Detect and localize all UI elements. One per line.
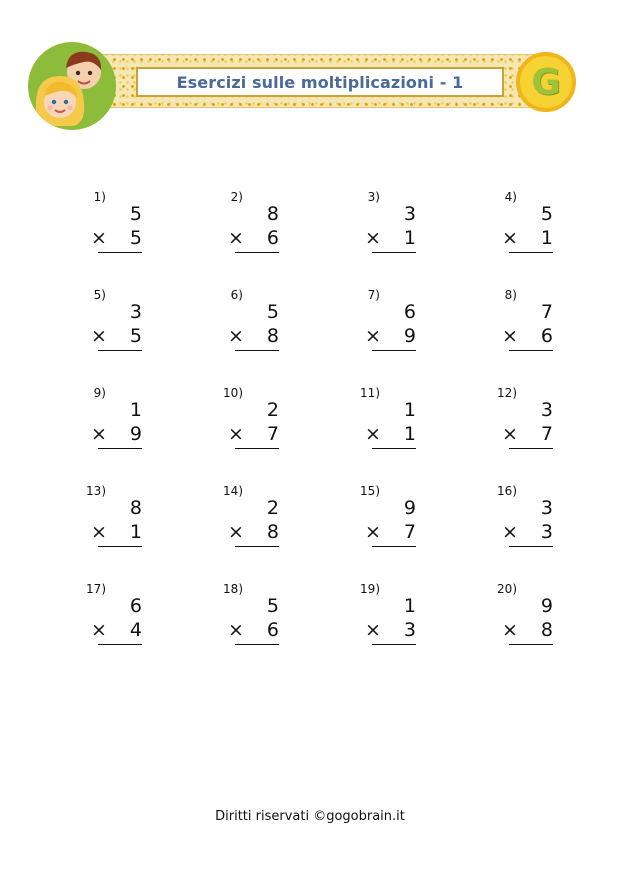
answer-line [372,644,416,645]
exercise-item [487,288,587,368]
answer-line [98,350,142,351]
exercise-item [213,582,313,662]
answer-line [509,546,553,547]
answer-line [509,644,553,645]
times-sign: × [502,423,518,445]
times-sign: × [365,423,381,445]
times-sign: × [91,619,107,641]
exercise-number: 20) [497,582,517,596]
multiplicand: 9 [540,595,553,617]
multiplicand: 9 [403,497,416,519]
exercise-item [487,386,587,466]
multiplier: 3 [403,619,416,641]
exercise-number: 19) [360,582,380,596]
multiplier: 9 [129,423,142,445]
exercise-item [487,190,587,270]
multiplicand: 7 [540,301,553,323]
multiplicand: 1 [403,595,416,617]
exercise-number: 6) [230,288,243,302]
times-sign: × [365,619,381,641]
multiplicand: 3 [403,203,416,225]
exercise-item [350,484,450,564]
exercise-number: 2) [230,190,243,204]
times-sign: × [228,423,244,445]
exercise-number: 11) [360,386,380,400]
multiplier: 5 [129,227,142,249]
multiplier: 1 [403,227,416,249]
multiplicand: 5 [266,301,279,323]
answer-line [235,252,279,253]
exercise-number: 13) [86,484,106,498]
multiplicand: 1 [403,399,416,421]
times-sign: × [91,227,107,249]
times-sign: × [365,521,381,543]
exercise-item [487,484,587,564]
multiplier: 7 [266,423,279,445]
exercise-item [350,582,450,662]
multiplicand: 5 [129,203,142,225]
answer-line [98,644,142,645]
times-sign: × [365,227,381,249]
multiplier: 3 [540,521,553,543]
multiplier: 7 [403,521,416,543]
multiplicand: 8 [129,497,142,519]
multiplier: 1 [403,423,416,445]
exercise-item [76,582,176,662]
answer-line [235,546,279,547]
exercise-item [76,190,176,270]
times-sign: × [91,521,107,543]
exercise-item [350,386,450,466]
exercise-number: 14) [223,484,243,498]
times-sign: × [502,325,518,347]
times-sign: × [228,325,244,347]
times-sign: × [91,325,107,347]
footer-copyright: Diritti riservati ©gogobrain.it [215,809,405,824]
exercise-number: 3) [367,190,380,204]
multiplier: 8 [540,619,553,641]
exercise-item [213,190,313,270]
exercise-item [350,288,450,368]
answer-line [235,644,279,645]
answer-line [509,448,553,449]
exercise-number: 12) [497,386,517,400]
multiplicand: 3 [540,399,553,421]
multiplicand: 6 [403,301,416,323]
answer-line [372,448,416,449]
multiplicand: 5 [266,595,279,617]
multiplicand: 2 [266,399,279,421]
answer-line [372,252,416,253]
exercise-number: 4) [504,190,517,204]
multiplicand: 2 [266,497,279,519]
exercise-item [487,582,587,662]
multiplier: 6 [540,325,553,347]
logo-letter: G [531,61,561,103]
exercise-number: 16) [497,484,517,498]
multiplicand: 8 [266,203,279,225]
multiplier: 7 [540,423,553,445]
answer-line [235,350,279,351]
answer-line [372,546,416,547]
times-sign: × [228,619,244,641]
answer-line [235,448,279,449]
exercise-number: 10) [223,386,243,400]
answer-line [98,252,142,253]
answer-line [509,252,553,253]
page-title: Esercizi sulle moltiplicazioni - 1 [176,72,464,92]
exercise-number: 1) [93,190,106,204]
times-sign: × [502,521,518,543]
answer-line [98,546,142,547]
answer-line [372,350,416,351]
times-sign: × [502,227,518,249]
multiplier: 9 [403,325,416,347]
exercise-number: 17) [86,582,106,596]
multiplicand: 3 [540,497,553,519]
multiplicand: 3 [129,301,142,323]
multiplicand: 6 [129,595,142,617]
exercise-number: 8) [504,288,517,302]
multiplier: 4 [129,619,142,641]
exercise-item [76,386,176,466]
answer-line [98,448,142,449]
multiplier: 6 [266,619,279,641]
multiplier: 8 [266,325,279,347]
exercise-item [76,484,176,564]
times-sign: × [91,423,107,445]
exercise-item [213,484,313,564]
exercise-number: 5) [93,288,106,302]
times-sign: × [365,325,381,347]
exercise-item [213,386,313,466]
multiplicand: 5 [540,203,553,225]
multiplier: 8 [266,521,279,543]
times-sign: × [228,227,244,249]
multiplicand: 1 [129,399,142,421]
exercise-item [76,288,176,368]
exercise-item [213,288,313,368]
exercise-number: 15) [360,484,380,498]
exercise-number: 18) [223,582,243,596]
multiplier: 6 [266,227,279,249]
exercise-number: 9) [93,386,106,400]
times-sign: × [228,521,244,543]
multiplier: 1 [540,227,553,249]
multiplier: 5 [129,325,142,347]
answer-line [509,350,553,351]
exercise-number: 7) [367,288,380,302]
exercise-item [350,190,450,270]
multiplier: 1 [129,521,142,543]
times-sign: × [502,619,518,641]
